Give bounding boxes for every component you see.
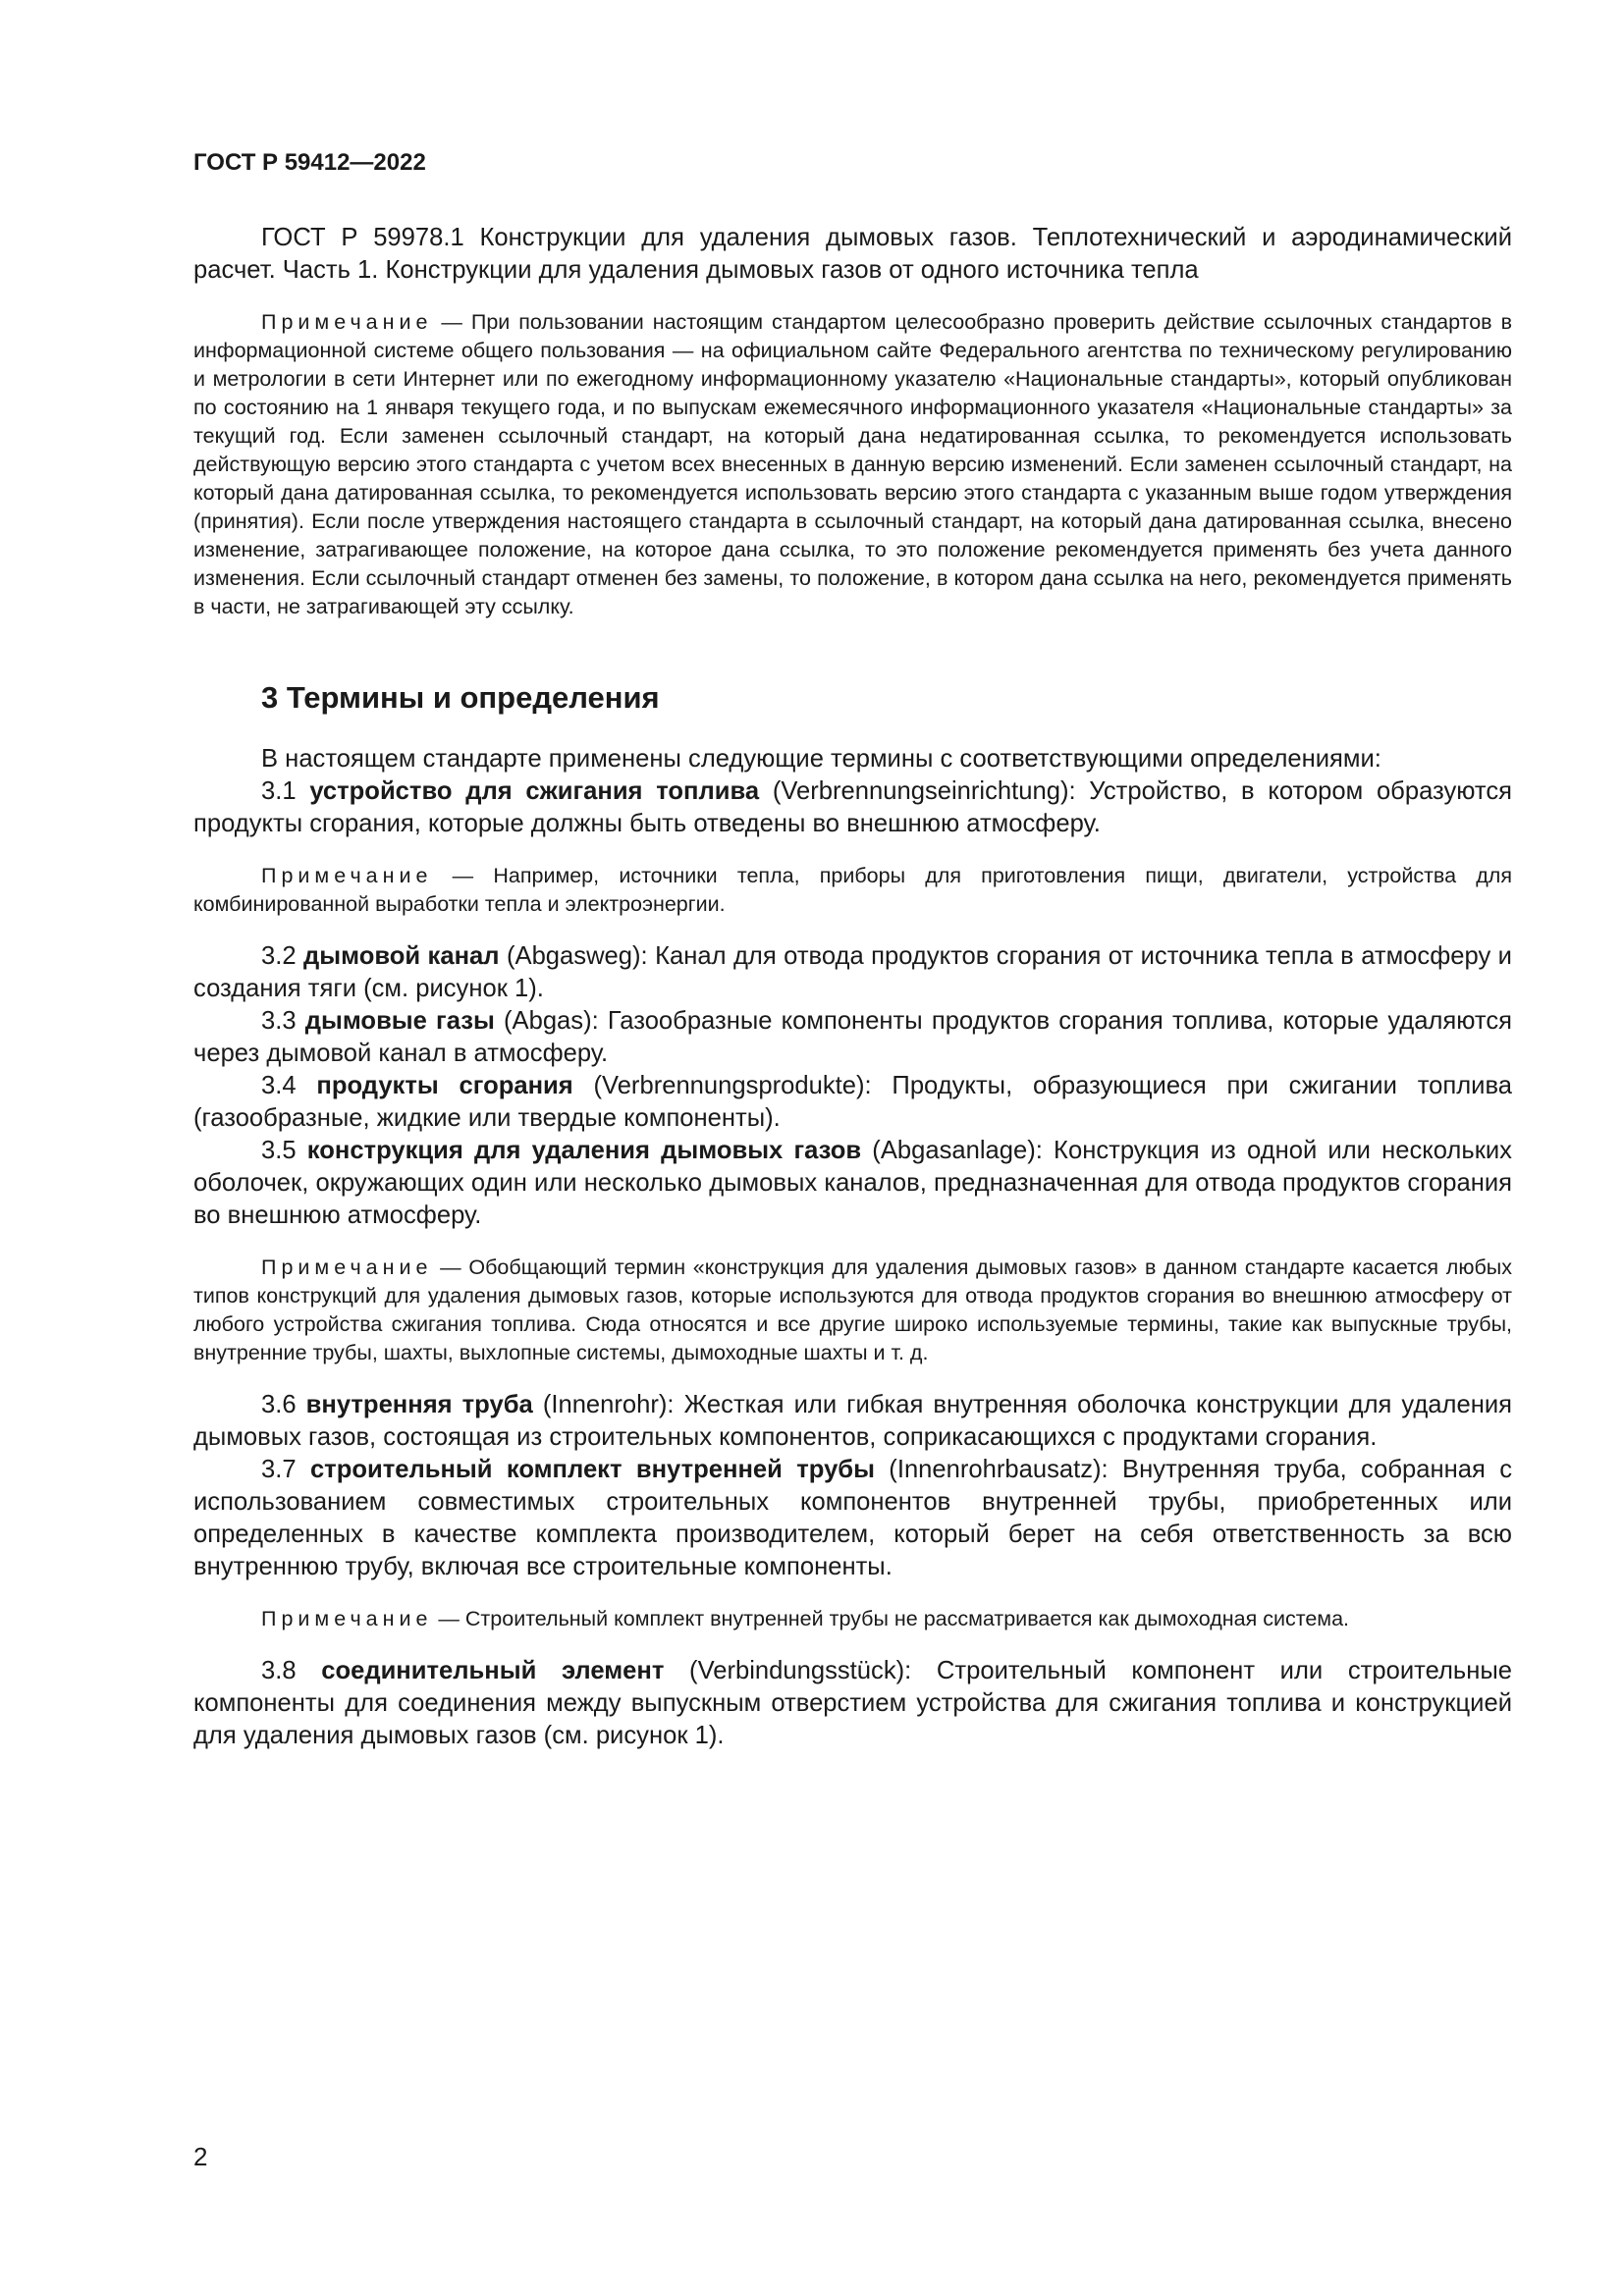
section-3-heading: 3 Термины и определения [261,680,660,715]
term-3-5 [193,1135,1512,1232]
term-definition: (Abgas): Газообразные компоненты продуктов сгорания топлива, которые удаляются через дымовой канал в атмосферу. [193,1007,1512,1067]
term-3-3 [193,1005,1512,1070]
term-definition: (Verbrennungsprodukte): Продукты, образующиеся при сжигании топлива (газообразные, жидкие или твердые компоненты). [193,1072,1512,1132]
term-name: продукты сгорания [316,1072,573,1099]
term-3-8 [193,1655,1512,1752]
note-term-3-5 [193,1254,1512,1367]
normative-reference-gost-59978: ГОСТ Р 59978.1 Конструкции для удаления дымовых газов. Теплотехнический и аэродинамический расчет. Часть 1. Конструкции для удаления дымовых газов от одного источника тепла [193,224,1512,284]
term-number: 3.8 [261,1657,322,1684]
term-3-1 [193,775,1512,840]
note-term-3-7 [193,1605,1512,1633]
page-number: 2 [193,2142,208,2171]
term-number: 3.4 [261,1072,317,1099]
term-definition: (Verbrennungseinrichtung): Устройство, в котором образуются продукты сгорания, которые должны быть отведены во внешнюю атмосферу. [193,777,1512,837]
document-code-header: ГОСТ Р 59412—2022 [193,149,426,176]
term-definition: (Innenrohrbausatz): Внутренняя труба, собранная с использованием совместимых строительных компонентов внутренней трубы, приобретенных или определенных в качестве комплекта производителем, который берет на себя ответственность за всю внутреннюю трубу, включая все строительные компоненты. [193,1456,1512,1580]
term-name: конструкция для удаления дымовых газов [306,1137,862,1164]
note-text: — Например, источники тепла, приборы для приготовления пищи, двигатели, устройства для комбинированной выработки тепла и электроэнергии. [193,864,1512,916]
term-definition: (Abgasweg): Канал для отвода продуктов сгорания от источника тепла в атмосферу и создания тяги (см. рисунок 1). [193,942,1512,1002]
section-3-intro: В настоящем стандарте применены следующие термины с соответствующими определениями: [261,745,1381,773]
term-name: устройство для сжигания топлива [309,777,760,805]
term-name: дымовые газы [304,1007,495,1035]
term-3-6 [193,1389,1512,1454]
term-number: 3.3 [261,1007,305,1035]
term-definition: (Verbindungsstück): Строительный компонент или строительные компоненты для соединения между выпускным отверстием устройства для сжигания топлива и конструкцией для удаления дымовых газов (см. рисунок 1). [193,1657,1512,1749]
term-name: дымовой канал [303,942,500,970]
note-references [193,308,1512,621]
term-number: 3.5 [261,1137,307,1164]
note-label: Примечание [261,864,433,887]
term-number: 3.2 [261,942,304,970]
note-label: Примечание [261,310,433,334]
term-name: соединительный элемент [321,1657,665,1684]
note-text: — Обобщающий термин «конструкция для удаления дымовых газов» в данном стандарте касается любых типов конструкций для удаления дымовых газов, которые используются для отвода продуктов сгорания во внешнюю атмосферу от любого устройства сжигания топлива. Сюда относятся и все другие широко используемые термины, такие как выпускные трубы, внутренние трубы, шахты, выхлопные системы, дымоходные шахты и т. д. [193,1255,1512,1364]
note-label: Примечание [261,1255,433,1279]
page-content [193,222,1512,1752]
term-definition: (Innenrohr): Жесткая или гибкая внутренняя оболочка конструкции для удаления дымовых газов, состоящая из строительных компонентов, соприкасающихся с продуктами сгорания. [193,1391,1512,1451]
term-definition: (Abgasanlage): Конструкция из одной или нескольких оболочек, окружающих один или несколько дымовых каналов, предназначенная для отвода продуктов сгорания во внешнюю атмосферу. [193,1137,1512,1229]
term-name: внутренняя труба [305,1391,533,1418]
term-3-4 [193,1070,1512,1135]
term-number: 3.7 [261,1456,310,1483]
term-number: 3.6 [261,1391,306,1418]
note-label: Примечание [261,1607,433,1630]
term-3-7 [193,1454,1512,1583]
note-text: — При пользовании настоящим стандартом целесообразно проверить действие ссылочных стандартов в информационной системе общего пользования — на официальном сайте Федерального агентства по техническому регулированию и метрологии в сети Интернет или по ежегодному информационному указателю «Национальные стандарты», который опубликован по состоянию на 1 января текущего года, и по выпускам ежемесячного информационного указателя «Национальные стандарты» за текущий год. Если заменен ссылочный стандарт, на который дана недатированная ссылка, то рекомендуется использовать действующую версию этого стандарта с учетом всех внесенных в данную версию изменений. Если заменен ссылочный стандарт, на который дана датированная ссылка, то рекомендуется использовать версию этого стандарта с указанным выше годом утверждения (принятия). Если после утверждения настоящего стандарта в ссылочный стандарт, на который дана датированная ссылка, внесено изменение, затрагивающее положение, на которое дана ссылка, то это положение рекомендуется применять без учета данного изменения. Если ссылочный стандарт отменен без замены, то положение, в котором дана ссылка на него, рекомендуется применять в части, не затрагивающей эту ссылку. [193,310,1512,618]
note-text: — Строительный комплект внутренней трубы не рассматривается как дымоходная система. [432,1607,1350,1630]
note-term-3-1 [193,862,1512,919]
term-name: строительный комплект внутренней трубы [309,1456,875,1483]
term-number: 3.1 [261,777,310,805]
term-3-2 [193,940,1512,1005]
